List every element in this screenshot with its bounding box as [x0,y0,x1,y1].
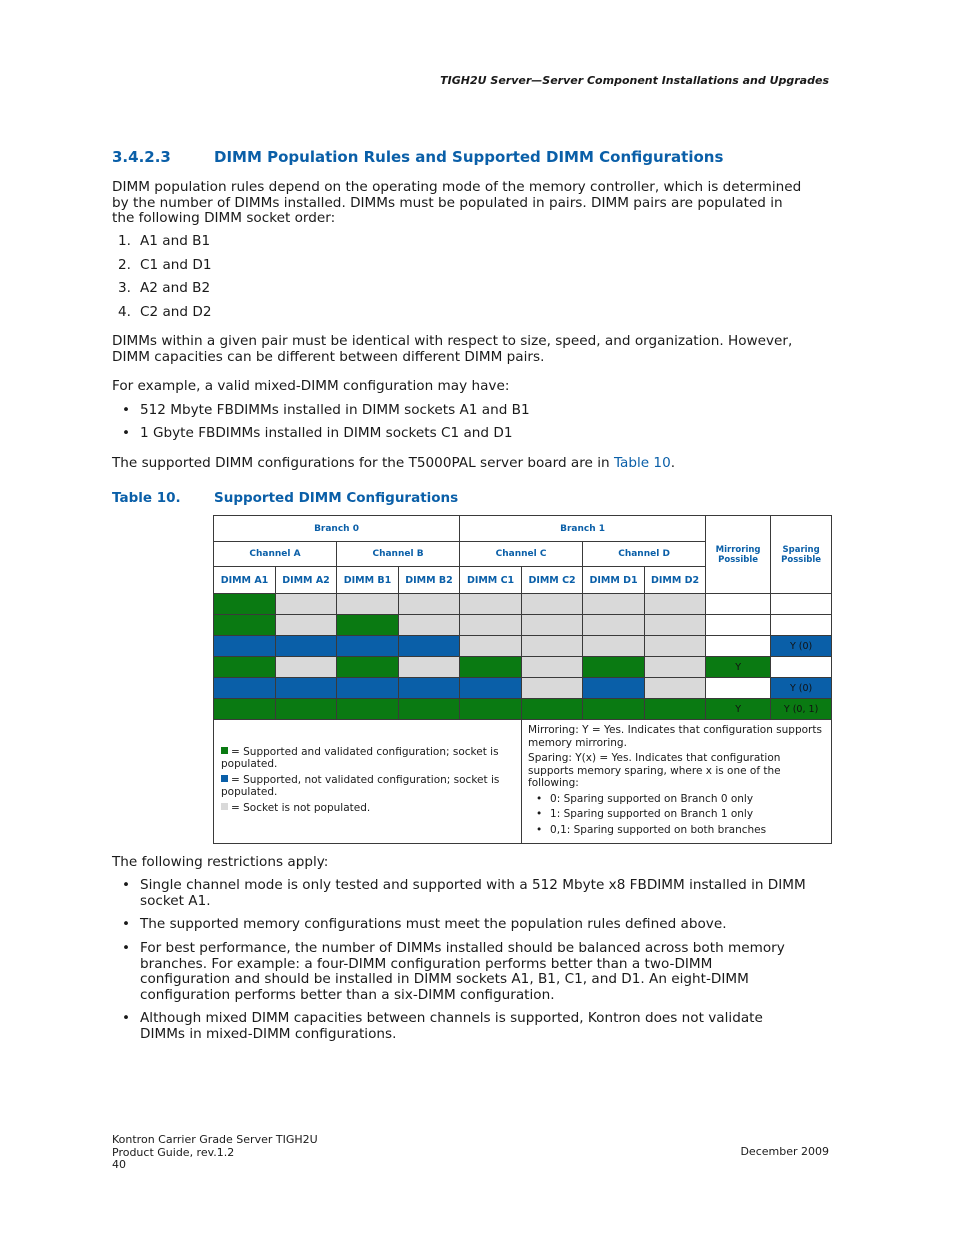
restriction-item: • Single channel mode is only tested and supported with a 512 Mbyte x8 FBDIMM installed in DIMM socket A1. [122,877,806,909]
socket-cell [276,615,337,636]
section-number: 3.4.2.3 [112,148,171,166]
sparing-cell: Y (0) [771,678,832,699]
socket-cell [645,657,706,678]
socket-header: DIMM C2 [522,567,583,594]
channel-d-header: Channel D [583,542,706,567]
socket-cell [214,657,276,678]
table-number: Table 10. [112,490,181,506]
socket-cell [214,636,276,657]
sparing-option: • 0,1: Sparing supported on both branches [536,823,767,836]
socket-cell [645,594,706,615]
config-row [214,678,832,699]
config-row [214,699,832,720]
socket-cell [583,594,645,615]
config-rows [214,594,832,720]
list-item: 1. A1 and B1 [118,233,211,249]
restriction-item: • The supported memory configurations must meet the population rules defined above. [122,916,727,932]
table-10-link[interactable]: Table 10 [613,455,671,471]
sparing-cell: Y (0, 1) [771,699,832,720]
footer-left [112,1134,318,1172]
socket-header: DIMM C1 [460,567,522,594]
running-header: TIGH2U Server—Server Component Installations and Upgrades [440,74,829,87]
list-item: 2. C1 and D1 [118,257,212,273]
socket-header: DIMM A1 [214,567,276,594]
section-title: DIMM Population Rules and Supported DIMM Configurations [214,148,724,166]
socket-cell [276,678,337,699]
socket-cell [583,678,645,699]
intro-line: by the number of DIMMs installed. DIMMs must be populated in pairs. DIMM pairs are populated in [112,194,783,211]
socket-header: DIMM D1 [583,567,645,594]
config-row [214,636,832,657]
socket-cell [583,615,645,636]
socket-cell [645,636,706,657]
intro-paragraph [112,180,832,227]
config-row [214,615,832,636]
socket-cell [214,678,276,699]
socket-cell [522,615,583,636]
socket-cell [276,699,337,720]
socket-cell [645,678,706,699]
intro-line: DIMM population rules depend on the operating mode of the memory controller, which is determined [112,179,802,195]
socket-cell [399,657,460,678]
socket-cell [460,678,522,699]
bullet-item: • 512 Mbyte FBDIMMs installed in DIMM sockets A1 and B1 [122,402,530,418]
config-row [214,594,832,615]
socket-cell [337,678,399,699]
intro-line: the following DIMM socket order: [112,210,336,226]
socket-cell [522,699,583,720]
mirroring-cell [706,678,771,699]
mirroring-note: Mirroring: Y = Yes. Indicates that configuration supports memory mirroring. [528,724,822,749]
socket-cell [276,636,337,657]
socket-cell [337,615,399,636]
mirroring-cell [706,615,771,636]
socket-cell [337,636,399,657]
socket-cell [337,657,399,678]
footer-doc-title: Kontron Carrier Grade Server TIGH2U [112,1133,318,1146]
dimm-config-table [213,515,832,844]
mirroring-cell [706,594,771,615]
socket-cell [399,594,460,615]
socket-cell [214,594,276,615]
channel-c-header: Channel C [460,542,583,567]
socket-cell [522,678,583,699]
socket-cell [214,699,276,720]
mirroring-cell: Y [706,699,771,720]
legend-item: = Supported and validated configuration; socket is populated. [221,745,499,771]
page-number: 40 [112,1158,126,1171]
socket-cell [460,636,522,657]
socket-cell [583,657,645,678]
socket-cell [460,657,522,678]
socket-cell [522,594,583,615]
socket-header: DIMM B1 [337,567,399,594]
socket-cell [399,615,460,636]
table-title: Supported DIMM Configurations [214,490,459,506]
list-item: 3. A2 and B2 [118,280,211,296]
table-notes [522,720,832,844]
sparing-header: Sparing Possible [771,516,832,594]
sparing-option: • 0: Sparing supported on Branch 0 only [536,792,754,805]
restriction-item: • Although mixed DIMM capacities between channels is supported, Kontron does not validate DIMMs in mixed-DIMM configurations. [122,1010,763,1042]
color-legend [214,720,522,844]
sparing-cell [771,615,832,636]
list-item: 4. C2 and D2 [118,304,212,320]
sparing-options [528,793,825,837]
mirroring-header: Mirroring Possible [706,516,771,594]
branch-0-header: Branch 0 [214,516,460,542]
socket-cell [460,615,522,636]
sparing-note: Sparing: Y(x) = Yes. Indicates that configuration supports memory sparing, where x is one of the following: [528,752,781,789]
socket-cell [460,699,522,720]
example-intro: For example, a valid mixed-DIMM configuration may have: [112,378,510,394]
socket-cell [337,594,399,615]
socket-cell [583,636,645,657]
socket-cell [645,615,706,636]
sparing-option: • 1: Sparing supported on Branch 1 only [536,808,754,820]
socket-header: DIMM D2 [645,567,706,594]
footer-date: December 2009 [740,1145,829,1158]
gray-swatch [221,803,228,810]
socket-cell [276,594,337,615]
socket-header: DIMM B2 [399,567,460,594]
supported-sentence: The supported DIMM configurations for the T5000PAL server board are in Table 10. [112,455,676,471]
socket-cell [337,699,399,720]
green-swatch [221,747,228,754]
footer-doc-rev: Product Guide, rev.1.2 [112,1145,235,1159]
socket-cell [214,615,276,636]
channel-b-header: Channel B [337,542,460,567]
mirroring-cell: Y [706,657,771,678]
socket-header: DIMM A2 [276,567,337,594]
sparing-cell: Y (0) [771,636,832,657]
socket-cell [583,699,645,720]
sparing-cell [771,657,832,678]
sparing-cell [771,594,832,615]
socket-cell [522,657,583,678]
legend-item: = Supported, not validated configuration; socket is populated. [221,773,500,799]
restrictions-intro: The following restrictions apply: [112,854,329,870]
socket-cell [399,699,460,720]
restriction-item: • For best performance, the number of DIMMs installed should be balanced across both memory branches. For example: a four-DIMM configuration performs better than a two-DIMM configuration and should be installed in DIMM sockets A1, B1, C1, and D1. An eight-DIMM configuration performs better than a six-DIMM configuration. [122,940,785,1003]
bullet-item: • 1 Gbyte FBDIMMs installed in DIMM sockets C1 and D1 [122,425,513,441]
channel-a-header: Channel A [214,542,337,567]
mirroring-cell [706,636,771,657]
socket-cell [522,636,583,657]
branch-1-header: Branch 1 [460,516,706,542]
socket-cell [645,699,706,720]
config-row [214,657,832,678]
blue-swatch [221,775,228,782]
pair-rule-paragraph: DIMMs within a given pair must be identical with respect to size, speed, and organization. However, DIMM capacities can be different between different DIMM pairs. [112,333,793,365]
socket-cell [399,678,460,699]
legend-item: = Socket is not populated. [221,802,514,815]
socket-cell [460,594,522,615]
socket-cell [276,657,337,678]
socket-cell [399,636,460,657]
